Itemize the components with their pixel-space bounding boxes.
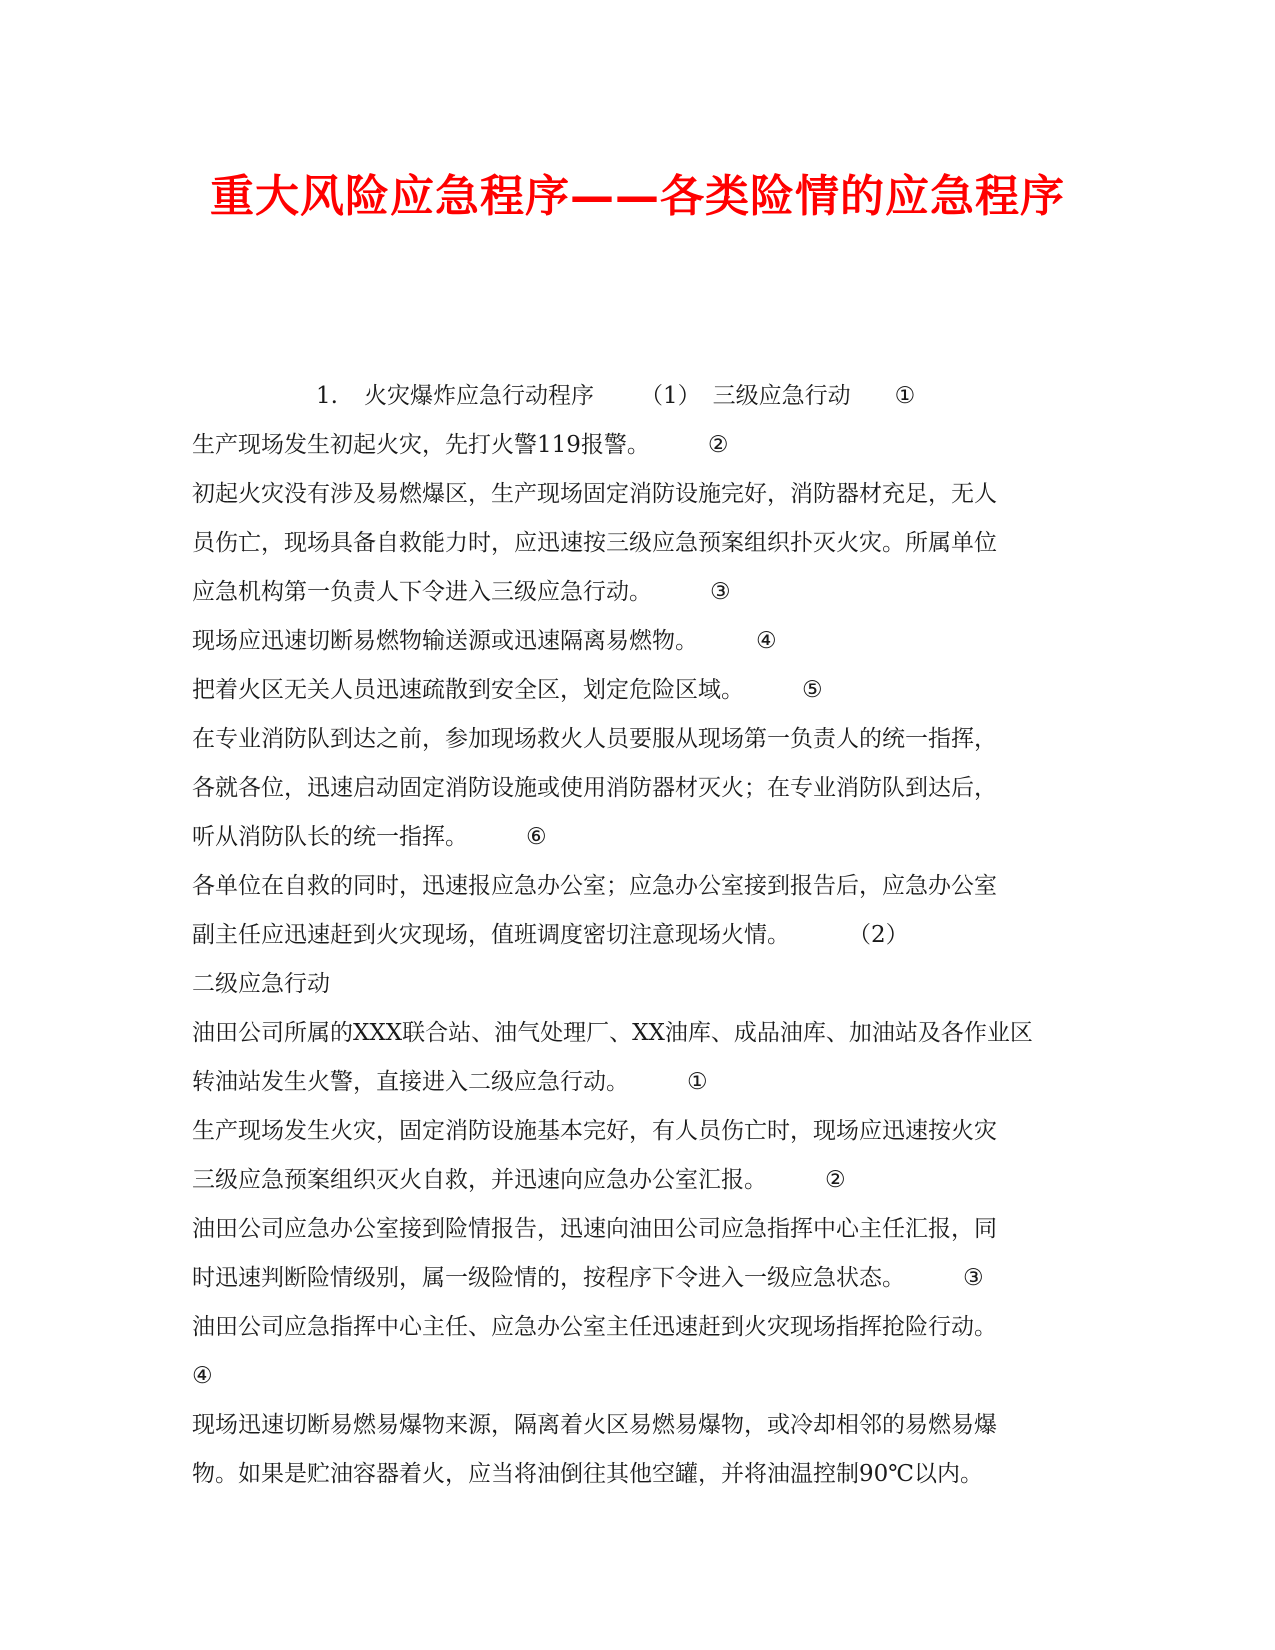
- text-line: [192, 813, 1092, 862]
- text-line: 初起火灾没有涉及易燃爆区，生产现场固定消防设施完好，消防器材充足，无人: [192, 481, 997, 507]
- text-line: 各单位在自救的同时，迅速报应急办公室；应急办公室接到报告后，应急办公室: [192, 873, 997, 899]
- text-line: 油田公司应急指挥中心主任、应急办公室主任迅速赶到火灾现场指挥抢险行动。: [192, 1314, 997, 1340]
- text-line: 员伤亡，现场具备自救能力时，应迅速按三级应急预案组织扑灭火灾。所属单位: [192, 530, 997, 556]
- paragraph-text: 时迅速判断险情级别，属一级险情的，按程序下令进入一级应急状态。: [192, 1265, 905, 1291]
- text-line: [192, 617, 1092, 666]
- text-line: 生产现场发生火灾，固定消防设施基本完好，有人员伤亡时，现场应迅速按火灾: [192, 1118, 997, 1144]
- item-marker: ③: [710, 579, 731, 605]
- paragraph-text: 三级应急预案组织灭火自救，并迅速向应急办公室汇报。: [192, 1167, 767, 1193]
- text-line: [192, 1156, 1092, 1205]
- subsection-number: （2）: [848, 922, 909, 948]
- paragraph-text: 转油站发生火警，直接进入二级应急行动。: [192, 1069, 629, 1095]
- subsection-number: （1）: [639, 383, 701, 409]
- text-line: [192, 421, 1092, 470]
- text-line: [192, 911, 1092, 960]
- paragraph-text: 副主任应迅速赶到火灾现场，值班调度密切注意现场火情。: [192, 922, 790, 948]
- item-marker: ④: [756, 628, 777, 654]
- text-line: 各就各位，迅速启动固定消防设施或使用消防器材灭火；在专业消防队到达后，: [192, 775, 997, 801]
- text-line: [192, 1254, 1092, 1303]
- item-marker: ⑤: [802, 677, 823, 703]
- document-body: [192, 372, 1092, 1499]
- item-marker: ④: [192, 1363, 213, 1389]
- text-line: 二级应急行动: [192, 971, 330, 997]
- document-title: 重大风险应急程序——各类险情的应急程序: [210, 171, 1065, 222]
- item-marker: ①: [687, 1069, 708, 1095]
- text-line: 在专业消防队到达之前，参加现场救火人员要服从现场第一负责人的统一指挥，: [192, 726, 997, 752]
- paragraph-text: 把着火区无关人员迅速疏散到安全区，划定危险区域。: [192, 677, 744, 703]
- item-marker: ②: [707, 432, 729, 458]
- item-marker: ②: [825, 1167, 846, 1193]
- item-marker: ⑥: [526, 824, 547, 850]
- item-marker: ③: [963, 1265, 984, 1291]
- subsection-heading: 三级应急行动: [712, 383, 851, 409]
- paragraph-text: 应急机构第一负责人下令进入三级应急行动。: [192, 579, 652, 605]
- text-line: 现场迅速切断易燃易爆物来源，隔离着火区易燃易爆物，或冷却相邻的易燃易爆: [192, 1412, 997, 1438]
- text-line: 油田公司应急办公室接到险情报告，迅速向油田公司应急指挥中心主任汇报，同: [192, 1216, 997, 1242]
- text-line: [192, 568, 1092, 617]
- text-line: [192, 1352, 1092, 1401]
- text-line: [192, 666, 1092, 715]
- paragraph-text: 现场应迅速切断易燃物输送源或迅速隔离易燃物。: [192, 628, 698, 654]
- section-heading: 火灾爆炸应急行动程序: [363, 383, 594, 409]
- text-line: 油田公司所属的XXX联合站、油气处理厂、XX油库、成品油库、加油站及各作业区: [192, 1020, 1033, 1046]
- section-number: 1.: [316, 383, 338, 409]
- paragraph-text: 听从消防队长的统一指挥。: [192, 824, 468, 850]
- text-line: [192, 372, 1092, 421]
- paragraph-text: 生产现场发生初起火灾，先打火警119报警。: [192, 432, 650, 458]
- text-line: [192, 1058, 1092, 1107]
- text-line: 物。如果是贮油容器着火，应当将油倒往其他空罐，并将油温控制90℃以内。: [192, 1461, 983, 1487]
- item-marker: ①: [894, 383, 916, 409]
